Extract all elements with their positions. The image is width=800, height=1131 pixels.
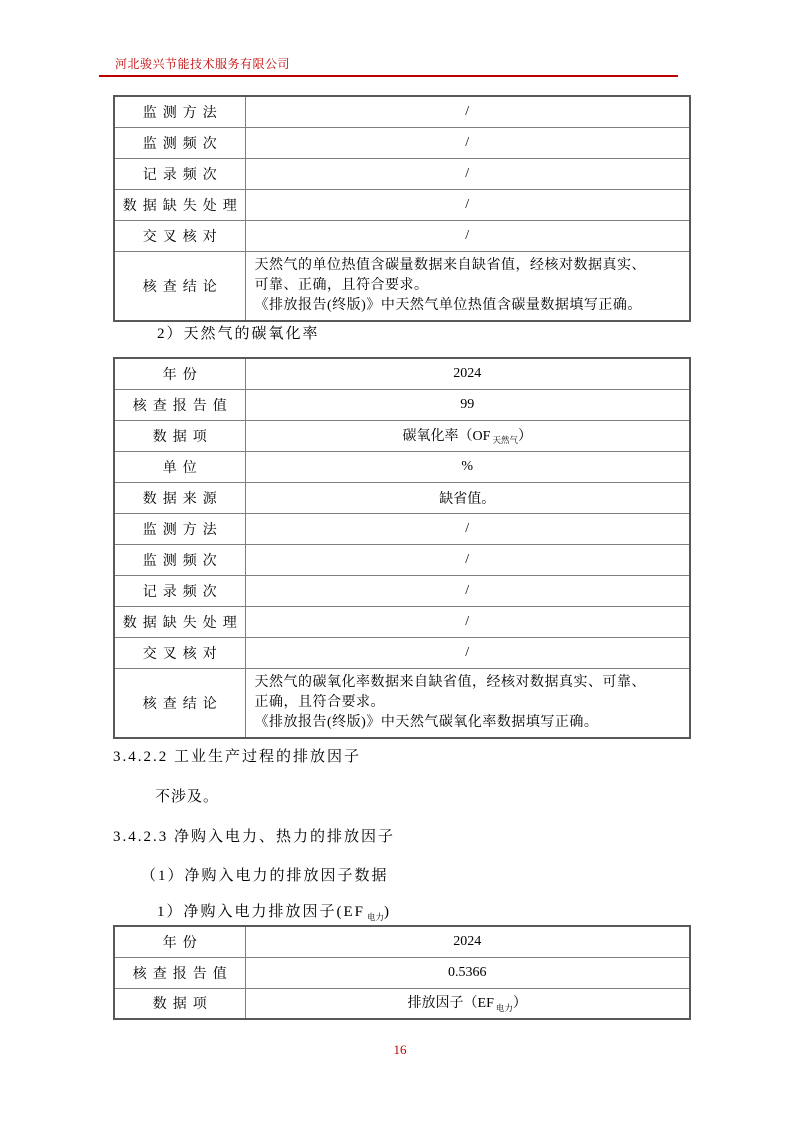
row-label: 监测频次: [114, 544, 245, 575]
conclusion-line: 天然气的单位热值含碳量数据来自缺省值，经核对数据真实、: [254, 257, 646, 273]
row-value: /: [245, 544, 690, 575]
row-value: 2024: [245, 926, 690, 957]
heading-oxidation-rate: 2）天然气的碳氧化率: [157, 326, 320, 342]
row-value: /: [245, 575, 690, 606]
table-row: [114, 544, 690, 575]
row-label: 核查结论: [114, 251, 245, 321]
row-label: 数据缺失处理: [114, 189, 245, 220]
page-number: 16: [393, 1042, 407, 1057]
table-row: [114, 158, 690, 189]
row-label: 单位: [114, 451, 245, 482]
row-value: /: [245, 96, 690, 127]
section-heading-3-4-2-2: 3.4.2.2 工业生产过程的排放因子: [113, 749, 362, 765]
data-item-text: ）: [512, 996, 527, 1012]
data-item-subscript: 电力: [495, 1003, 513, 1014]
row-label: 记录频次: [114, 158, 245, 189]
row-value: /: [245, 513, 690, 544]
row-label: 数据项: [114, 988, 245, 1019]
table-electricity-emission-factor: [113, 925, 691, 1020]
letterhead: [99, 55, 678, 77]
row-label: 核查报告值: [114, 957, 245, 988]
row-value: /: [245, 158, 690, 189]
data-item-subscript: 天然气: [492, 435, 518, 446]
table-row: [114, 482, 690, 513]
subheading-electricity-ef: [157, 902, 391, 927]
row-value-data-item: [245, 420, 690, 451]
conclusion-line: 正确，且符合要求。: [254, 694, 385, 710]
row-value: /: [245, 220, 690, 251]
row-label: 监测方法: [114, 96, 245, 127]
table-row: [114, 926, 690, 957]
row-label: 数据项: [114, 420, 245, 451]
table-row: [114, 127, 690, 158]
row-value: /: [245, 637, 690, 668]
table-row: [114, 389, 690, 420]
row-value: 缺省值。: [245, 482, 690, 513]
subheading-subscript: 电力: [367, 912, 385, 922]
table-row: [114, 420, 690, 451]
table-row: [114, 189, 690, 220]
row-label: 年份: [114, 358, 245, 389]
subheading-text: ): [384, 904, 392, 920]
table-row-conclusion: [114, 251, 690, 321]
conclusion-line: 《排放报告(终版)》中天然气碳氧化率数据填写正确。: [254, 714, 599, 730]
row-value: /: [245, 127, 690, 158]
table-natural-gas-oxidation-rate: [113, 357, 691, 739]
row-label: 核查报告值: [114, 389, 245, 420]
conclusion-text: [245, 668, 690, 738]
table-row-conclusion: [114, 668, 690, 738]
row-label: 交叉核对: [114, 637, 245, 668]
row-value-data-item: [245, 988, 690, 1019]
data-item-text: ）: [517, 428, 532, 444]
row-value: 2024: [245, 358, 690, 389]
conclusion-line: 可靠、正确，且符合要求。: [254, 277, 429, 293]
row-label: 监测方法: [114, 513, 245, 544]
table-row: [114, 606, 690, 637]
conclusion-line: 《排放报告(终版)》中天然气单位热值含碳量数据填写正确。: [254, 297, 642, 313]
row-value: %: [245, 451, 690, 482]
table-row: [114, 96, 690, 127]
table-row: [114, 957, 690, 988]
data-item-text: 排放因子（EF: [407, 996, 494, 1012]
row-value: /: [245, 189, 690, 220]
data-item-text: 碳氧化率（OF: [402, 428, 491, 444]
subheading-electricity-ef-data: （1）净购入电力的排放因子数据: [141, 868, 389, 884]
conclusion-text: [245, 251, 690, 321]
table-natural-gas-carbon-content: [113, 95, 691, 322]
row-label: 核查结论: [114, 668, 245, 738]
paragraph-not-involved: 不涉及。: [155, 789, 220, 805]
table-row: [114, 451, 690, 482]
table-row: [114, 513, 690, 544]
company-name: 河北骏兴节能技术服务有限公司: [115, 57, 291, 71]
row-label: 记录频次: [114, 575, 245, 606]
row-label: 交叉核对: [114, 220, 245, 251]
row-value: 99: [245, 389, 690, 420]
row-label: 数据缺失处理: [114, 606, 245, 637]
conclusion-line: 天然气的碳氧化率数据来自缺省值，经核对数据真实、可靠、: [254, 674, 646, 690]
row-label: 数据来源: [114, 482, 245, 513]
table-row: [114, 988, 690, 1019]
table-row: [114, 575, 690, 606]
table-row: [114, 637, 690, 668]
section-heading-3-4-2-3: 3.4.2.3 净购入电力、热力的排放因子: [113, 829, 396, 845]
row-value: /: [245, 606, 690, 637]
table-row: [114, 358, 690, 389]
table-row: [114, 220, 690, 251]
row-label: 年份: [114, 926, 245, 957]
subheading-text: 1）净购入电力排放因子(EF: [157, 904, 366, 920]
row-value: 0.5366: [245, 957, 690, 988]
row-label: 监测频次: [114, 127, 245, 158]
